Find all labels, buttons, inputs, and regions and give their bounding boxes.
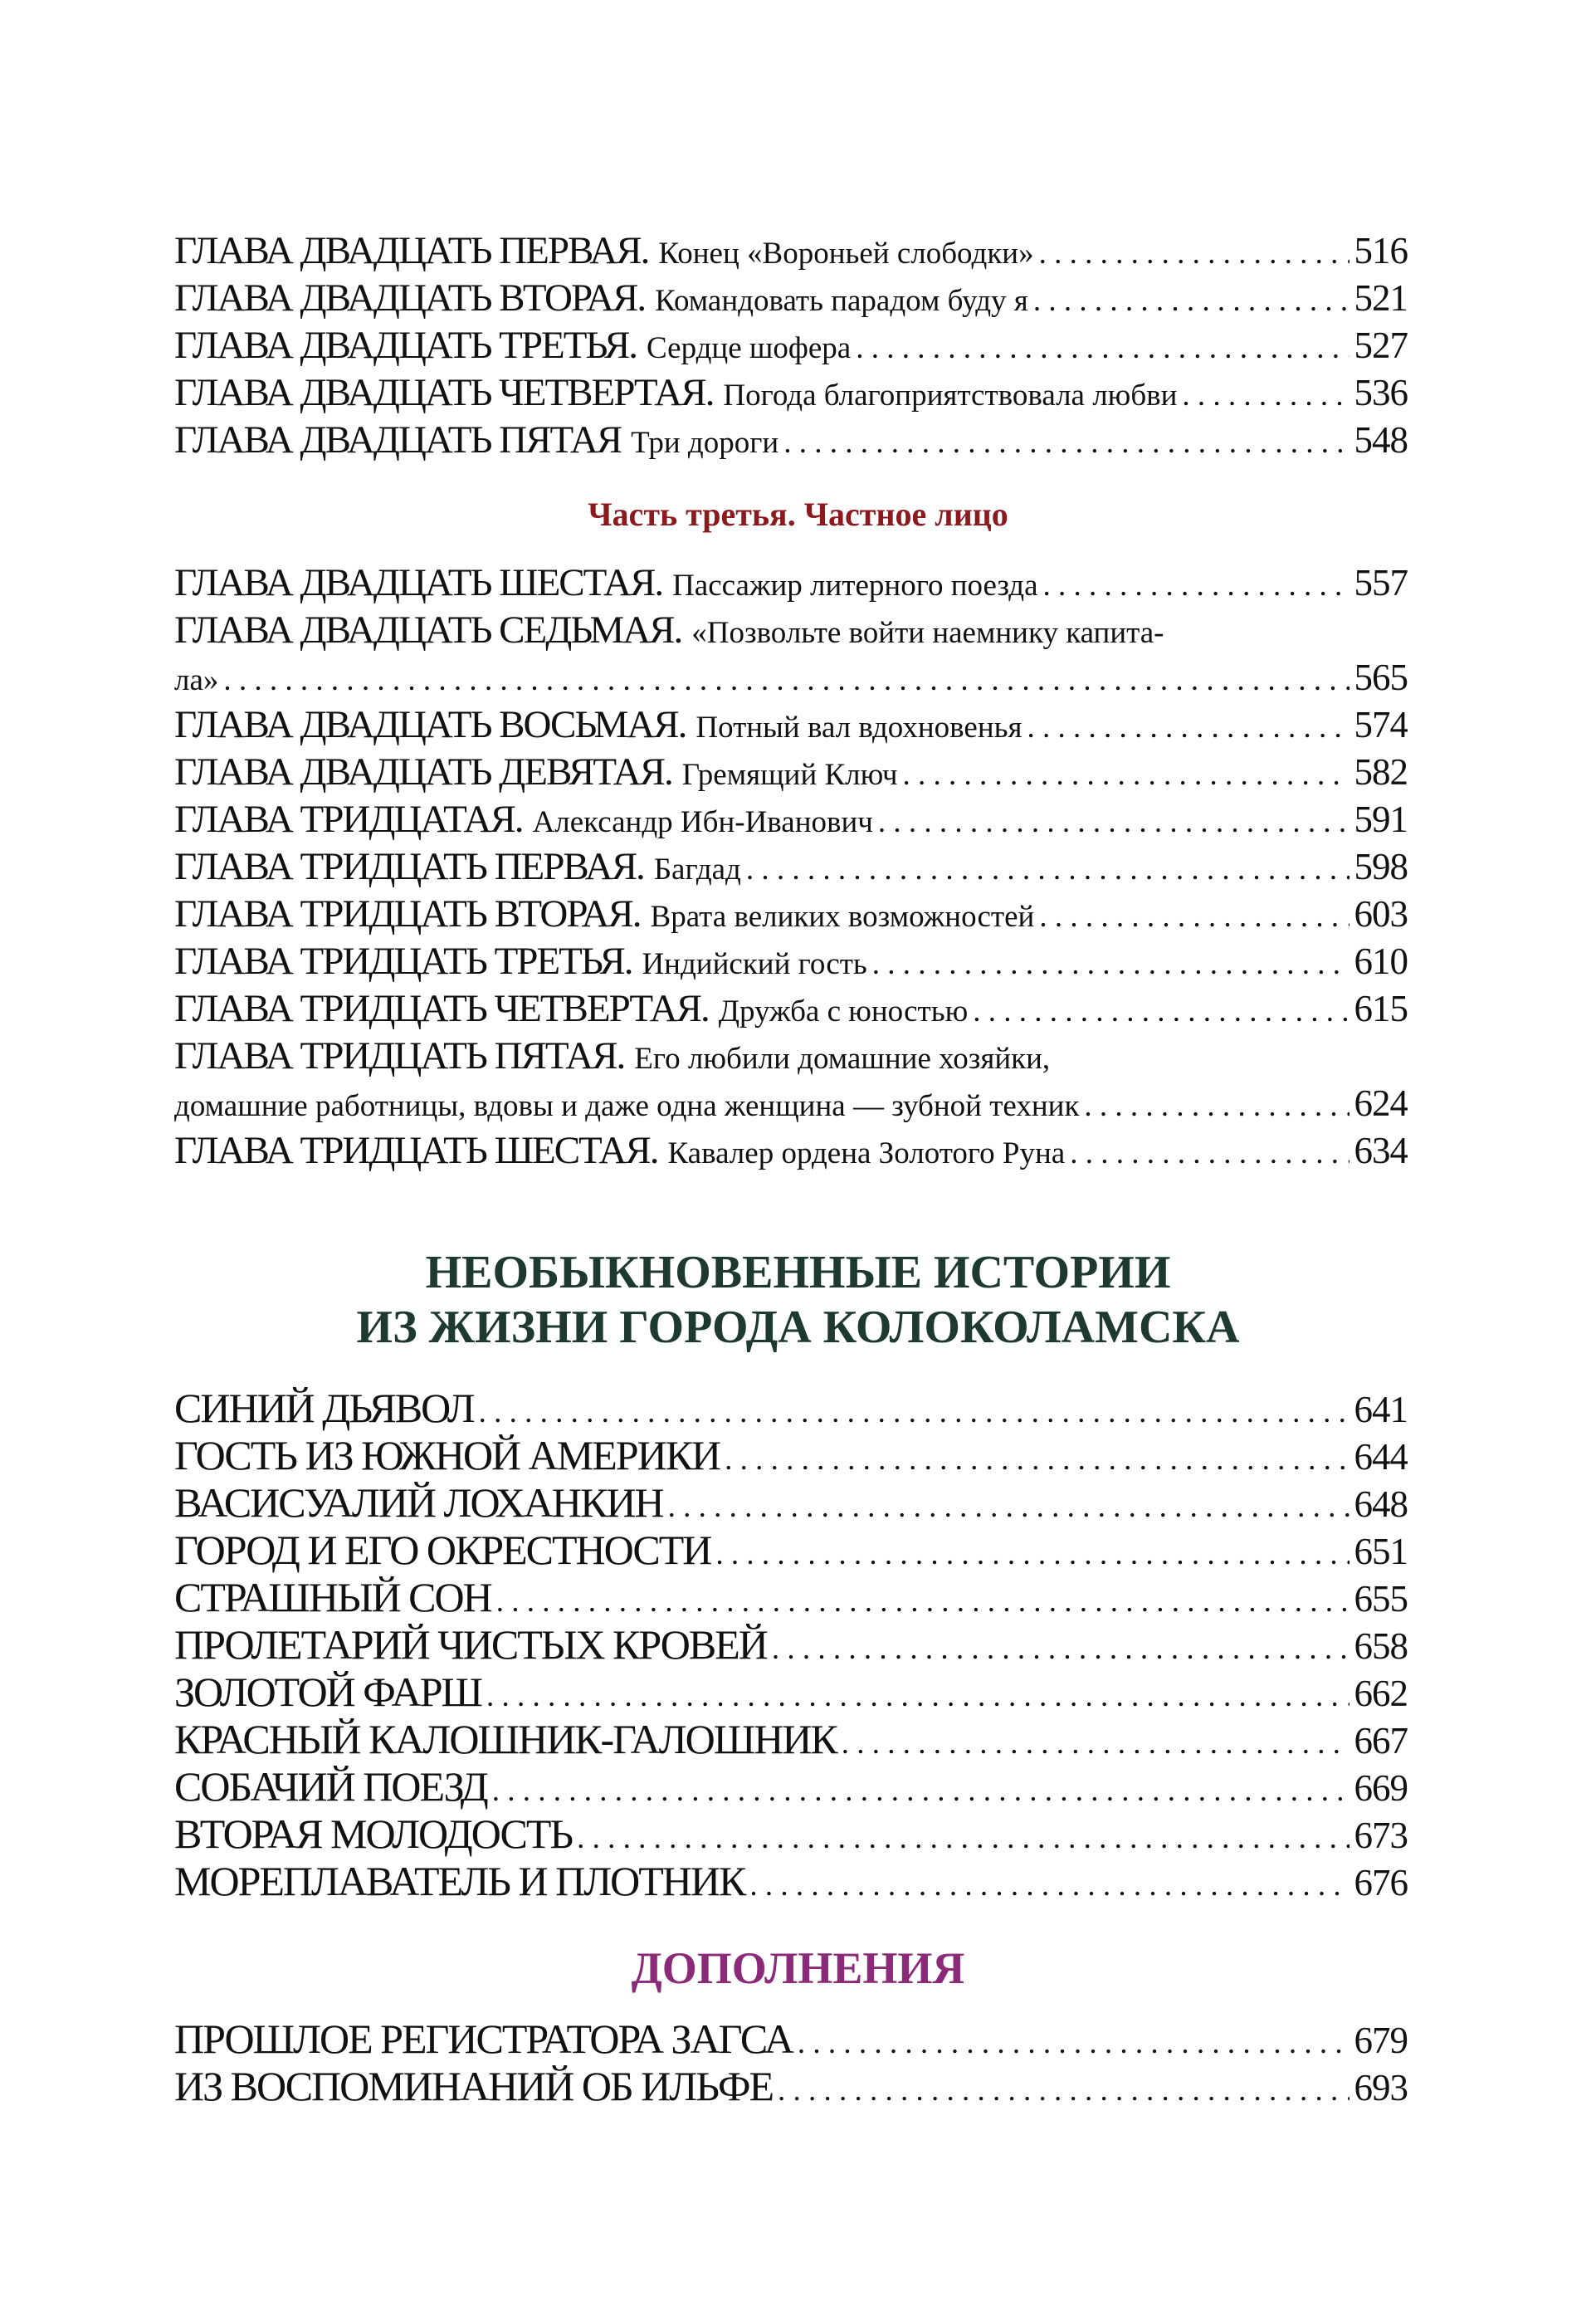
page-number: 598 [1354, 846, 1408, 887]
page-number: 655 [1354, 1578, 1408, 1620]
toc-part2-tail [174, 227, 1408, 464]
dot-leader [1039, 893, 1349, 938]
chapter-label: ГЛАВА ТРИДЦАТЬ ЧЕТВЕРТАЯ. [174, 987, 709, 1030]
chapter-label: ГЛАВА ТРИДЦАТЬ ВТОРАЯ. [174, 892, 641, 936]
entry-title: ЗОЛОТОЙ ФАРШ [174, 1669, 481, 1715]
chapter-label: ГЛАВА ТРИДЦАТЬ ТРЕТЬЯ. [174, 940, 632, 983]
entry-title: ВАСИСУАЛИЙ ЛОХАНКИН [174, 1479, 663, 1526]
toc-entry [174, 891, 1408, 938]
chapter-title: Его любили домашние хозяйки, [634, 1042, 1051, 1076]
toc-entry [174, 701, 1408, 749]
dot-leader [746, 846, 1350, 891]
toc-entry [174, 796, 1408, 843]
toc-entry [174, 369, 1408, 417]
entry-title: ВТОРАЯ МОЛОДОСТЬ [174, 1810, 573, 1857]
stories-heading-line2: ИЗ ЖИЗНИ ГОРОДА КОЛОКОЛАМСКА [356, 1302, 1240, 1353]
page-number: 648 [1354, 1483, 1408, 1525]
dot-leader [1070, 1130, 1349, 1175]
chapter-label: ГЛАВА ТРИДЦАТЬ ПЕРВАЯ. [174, 845, 644, 888]
dot-leader [778, 2067, 1350, 2110]
dot-leader [1084, 1082, 1349, 1127]
part3-heading: Часть третья. Частное лицо [588, 496, 1008, 533]
toc-entry [174, 559, 1408, 607]
chapter-title: Гремящий Ключ [681, 758, 898, 792]
dot-leader [902, 751, 1349, 796]
page-number: 673 [1354, 1815, 1408, 1856]
toc-entry-line1 [174, 1033, 1408, 1080]
dot-leader [842, 1720, 1350, 1763]
dot-leader [486, 1673, 1350, 1716]
toc-entry [174, 1858, 1408, 1905]
toc-entry [174, 1669, 1408, 1716]
chapter-title: Кавалер ордена Золотого Руна [667, 1136, 1066, 1170]
toc-entry [174, 1810, 1408, 1858]
toc-entry [174, 1763, 1408, 1810]
chapter-title: Потный вал вдохновенья [696, 711, 1023, 745]
page-number: 516 [1354, 230, 1408, 271]
toc-entry [174, 417, 1408, 464]
page-number: 667 [1354, 1720, 1408, 1761]
page-number: 624 [1354, 1082, 1408, 1124]
page-number: 615 [1354, 988, 1408, 1029]
appendix-heading: ДОПОЛНЕНИЯ [631, 1943, 965, 1993]
chapter-label: ГЛАВА ДВАДЦАТЬ ШЕСТАЯ. [174, 561, 663, 604]
page-number: 610 [1354, 941, 1408, 982]
chapter-title: Сердце шофера [647, 331, 852, 365]
dot-leader [772, 1625, 1350, 1669]
chapter-title-cont: домашние работницы, вдовы и даже одна женщина — зубной техник [174, 1089, 1080, 1123]
dot-leader [479, 1389, 1350, 1432]
page-number: 641 [1354, 1389, 1408, 1430]
page-number: 658 [1354, 1625, 1408, 1667]
page-number: 591 [1354, 799, 1408, 840]
toc-entry [174, 227, 1408, 275]
toc-part3 [174, 559, 1408, 1175]
toc-entry [174, 985, 1408, 1033]
entry-title: ПРОШЛОЕ РЕГИСТРАТОРА ЗАГСА [174, 2015, 793, 2062]
dot-leader [715, 1531, 1349, 1574]
chapter-title: Три дороги [631, 426, 779, 460]
toc-entry [174, 749, 1408, 796]
chapter-title: Конец «Вороньей слободки» [658, 237, 1034, 271]
page-number: 557 [1354, 562, 1408, 603]
entry-title: СИНИЙ ДЬЯВОЛ [174, 1385, 474, 1431]
toc-entry [174, 1385, 1408, 1432]
toc-entry-line1 [174, 607, 1408, 654]
toc-entry [174, 322, 1408, 369]
chapter-title: Командовать парадом буду я [655, 284, 1028, 318]
toc-entry [174, 938, 1408, 985]
dot-leader [783, 419, 1349, 464]
dot-leader [749, 1862, 1349, 1905]
dot-leader [1182, 372, 1349, 417]
chapter-title: Погода благоприятствовала любви [723, 379, 1178, 413]
toc-entry-line2 [174, 654, 1408, 701]
toc-entry [174, 1127, 1408, 1175]
entry-title: МОРЕПЛАВАТЕЛЬ И ПЛОТНИК [174, 1858, 745, 1904]
page-number: 669 [1354, 1767, 1408, 1809]
toc-entry [174, 1527, 1408, 1574]
dot-leader [856, 325, 1349, 369]
page-number: 536 [1354, 372, 1408, 413]
chapter-title: Багдад [653, 853, 741, 887]
toc-stories [174, 1385, 1408, 1905]
toc-entry [174, 1716, 1408, 1763]
page-number: 679 [1354, 2020, 1408, 2061]
page-number: 676 [1354, 1862, 1408, 1903]
dot-leader [798, 2020, 1350, 2063]
page-number: 565 [1354, 657, 1408, 698]
chapter-title: Пассажир литерного поезда [672, 569, 1038, 603]
toc-entry [174, 1479, 1408, 1527]
chapter-title: Александр Ибн-Иванович [532, 805, 873, 839]
dot-leader [878, 799, 1350, 843]
chapter-label: ГЛАВА ДВАДЦАТЬ ПЯТАЯ [174, 418, 622, 462]
dot-leader [973, 988, 1349, 1033]
entry-title: СОБАЧИЙ ПОЕЗД [174, 1763, 487, 1810]
toc-appendix [174, 2015, 1408, 2110]
page-number: 644 [1354, 1436, 1408, 1478]
chapter-label: ГЛАВА ДВАДЦАТЬ ДЕВЯТАЯ. [174, 750, 672, 794]
dot-leader [1033, 277, 1350, 322]
entry-title: КРАСНЫЙ КАЛОШНИК-ГАЛОШНИК [174, 1716, 837, 1762]
chapter-label: ГЛАВА ДВАДЦАТЬ ПЕРВАЯ. [174, 229, 649, 272]
chapter-title: Индийский гость [642, 947, 867, 981]
entry-title: ИЗ ВОСПОМИНАНИЙ ОБ ИЛЬФЕ [174, 2063, 773, 2109]
dot-leader [496, 1578, 1350, 1621]
page-number: 603 [1354, 893, 1408, 935]
chapter-label: ГЛАВА ТРИДЦАТЬ ПЯТАЯ. [174, 1034, 625, 1077]
dot-leader [1043, 562, 1350, 607]
chapter-label: ГЛАВА ТРИДЦАТАЯ. [174, 798, 523, 841]
dot-leader [872, 941, 1350, 985]
chapter-label: ГЛАВА ДВАДЦАТЬ ВТОРАЯ. [174, 276, 646, 320]
page-number: 574 [1354, 704, 1408, 745]
page-number: 693 [1354, 2067, 1408, 2108]
dot-leader [668, 1483, 1350, 1527]
page-number: 651 [1354, 1531, 1408, 1572]
dot-leader [223, 657, 1349, 701]
toc-entry [174, 2015, 1408, 2063]
chapter-title: Дружба с юностью [718, 994, 969, 1028]
dot-leader [725, 1436, 1349, 1479]
page-number: 521 [1354, 277, 1408, 319]
toc-entry [174, 1432, 1408, 1479]
dot-leader [1027, 704, 1350, 749]
chapter-label: ГЛАВА ДВАДЦАТЬ СЕДЬМАЯ. [174, 608, 682, 652]
toc-entry [174, 1574, 1408, 1621]
chapter-title-cont: ла» [174, 663, 219, 697]
page-number: 548 [1354, 419, 1408, 461]
page-number: 527 [1354, 325, 1408, 366]
chapter-label: ГЛАВА ДВАДЦАТЬ ВОСЬМАЯ. [174, 703, 686, 746]
toc-entry [174, 275, 1408, 322]
dot-leader [492, 1767, 1350, 1810]
toc-entry [174, 843, 1408, 891]
entry-title: ГОРОД И ЕГО ОКРЕСТНОСТИ [174, 1527, 711, 1573]
entry-title: СТРАШНЫЙ СОН [174, 1574, 491, 1620]
stories-heading-line1: НЕОБЫКНОВЕННЫЕ ИСТОРИИ [425, 1247, 1171, 1298]
entry-title: ГОСТЬ ИЗ ЮЖНОЙ АМЕРИКИ [174, 1432, 720, 1478]
chapter-title: Врата великих возможностей [650, 900, 1035, 934]
toc-entry-line2 [174, 1080, 1408, 1127]
chapter-label: ГЛАВА ДВАДЦАТЬ ТРЕТЬЯ. [174, 324, 637, 367]
entry-title: ПРОЛЕТАРИЙ ЧИСТЫХ КРОВЕЙ [174, 1621, 767, 1668]
stories-heading [0, 1245, 1596, 1355]
dot-leader [1039, 230, 1350, 275]
page-number: 662 [1354, 1673, 1408, 1714]
chapter-label: ГЛАВА ДВАДЦАТЬ ЧЕТВЕРТАЯ. [174, 371, 714, 414]
chapter-label: ГЛАВА ТРИДЦАТЬ ШЕСТАЯ. [174, 1129, 658, 1172]
toc-entry [174, 2063, 1408, 2110]
page-number: 582 [1354, 751, 1408, 793]
toc-entry [174, 1621, 1408, 1669]
dot-leader [577, 1815, 1349, 1858]
page-number: 634 [1354, 1130, 1408, 1171]
chapter-title: «Позвольте войти наемнику капита- [691, 616, 1164, 650]
